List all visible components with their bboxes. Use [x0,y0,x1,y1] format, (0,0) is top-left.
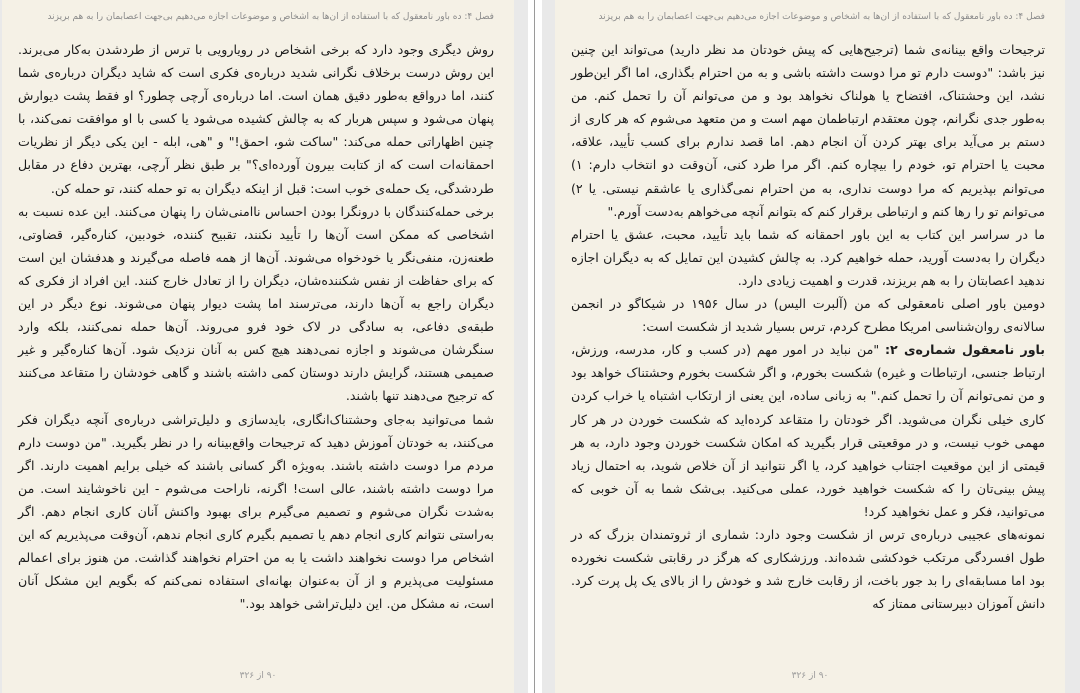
right-page [555,0,1065,693]
page-body [571,38,1045,615]
paragraph: ترجیحات واقع بینانه‌ی شما (ترجیح‌هایی که پیش خودتان مد نظر دارید) می‌تواند این چنین نیز باشد: "دوست دارم تو مرا دوست داشته باشی و به من احترام بگذاری، اما اگر این‌طور نشد، این وحشتناک، افتضاح یا هولناک نخواهد بود و من می‌توانم آن را تحمل کنم. من به‌طور جدی نگرانم، چون معتقدم ارتباطمان مهم است و من متعهد می‌شوم که هر کاری از دستم بر می‌آید برای بهتر کردن آن انجام دهم. اما قصد ندارم برای کسب تأیید، علاقه، محبت یا احترام تو، خودم را بیچاره کنم. اگر مرا طرد کنی، آن‌وقت دو انتخاب دارم: ۱) می‌توانم بپذیریم که مرا دوست نداری، به من احترام نمی‌گذاری یا عاشقم نیستی. یا ۲) می‌توانم تو را رها کنم و ارتباطی برقرار کنم که بتوانم آنچه می‌خواهم به‌دست آورم." [571,42,1045,219]
running-header: فصل ۴: ده باور نامعقول که با استفاده از آن‌ها به اشخاص و موضوعات اجازه می‌دهیم بی‌جهت اعصابمان را به هم بریزند [598,12,1045,22]
page-number: ۹۰ از ۳۲۶ [239,671,277,681]
left-page [2,0,514,693]
page-body [18,38,494,615]
paragraph: دومین باور اصلی نامعقولی که من (آلبرت الیس) در سال ۱۹۵۶ در شیکاگو در انجمن سالانه‌ی روان‌شناسی امریکا مطرح کردم، ترس بسیار شدید از شکست است: [571,296,1045,335]
belief-text: "من نباید در امور مهم (در کسب و کار، مدرسه، ورزش، ارتباط جنسی، ارتباطات و غیره) شکست بخورم، و اگر شکست بخورم وحشتناک خواهد بود و من نمی‌توانم آن را تحمل کنم." به زبانی ساده، این یعنی از ارتکاب اشتباه یا خراب کردن کاری خیلی نگران می‌شوید. اگر خودتان را متقاعد کرده‌اید که شکست خوردن در هر کار مهمی خوب نیست، و در موقعیتی قرار بگیرید که امکان شکست خوردن وجود دارد، به هر قیمتی از این موقعیت اجتناب خواهید کرد، یا اگر نتوانید از آن خلاص شوید، به احتمال زیاد پیش بینی‌تان را که شکست خواهید خورد، عملی می‌کنید. بی‌شک شما به آن خوبی که می‌توانید، فکر و عمل نخواهید کرد! [571,342,1045,519]
paragraph: ما در سراسر این کتاب به این باور احمقانه که شما باید تأیید، محبت، عشق یا احترام دیگران را به‌دست آورید، حمله خواهیم کرد. به چالش کشیدن این تمایل که به دیگران اجازه ندهید اعصابتان را به هم بریزند، قدرت و اهمیت زیادی دارد. [571,226,1045,288]
page-number: ۹۰ از ۳۲۶ [791,671,829,681]
belief-label: باور نامعقول شماره‌ی ۲: [884,342,1045,358]
running-header: فصل ۴: ده باور نامعقول که با استفاده از آن‌ها به اشخاص و موضوعات اجازه می‌دهیم بی‌جهت اعصابمان را به هم بریزند [47,12,494,22]
paragraph: نمونه‌های عجیبی درباره‌ی ترس از شکست وجود دارد: شماری از ثروتمندان بزرگ که در طول افسردگی مرتکب خودکشی شده‌اند. ورزشکاری که هرگز در رقابتی شکست نخورده بود اما مسابقه‌ای را بد جور باخت، از رقابت خارج شد و خودش را از بالای یک پل پرت کرد. دانش آموزان دبیرستانی ممتاز که [571,526,1045,612]
belief-paragraph [571,338,1045,523]
paragraph: برخی حمله‌کنندگان با درونگرا بودن احساس ناامنی‌شان را پنهان می‌کنند. این عده نسبت به اشخاصی که ممکن است آن‌ها را تأیید نکنند، تقبیح کننده، خودبین، کناره‌گیر، قضاوتی، طعنه‌زن، منفی‌نگر یا خودخواه می‌شوند. آن‌ها از همه فاصله می‌گیرند و هدفشان این است که برای حفاظت از نفس شکننده‌شان، دیگران را از تعادل خارج کنند. این افراد از فکری که دیگران راجع به آن‌ها دارند، می‌ترسند اما پشت دیوار پنهان می‌شوند. نوع دیگر در این طبقه‌ی دفاعی، به سادگی در لاک خود فرو می‌روند. آن‌ها حمله نمی‌کنند، بلکه وارد سنگرشان می‌شوند و اجازه نمی‌دهند هیچ کس به آنان نزدیک شود. آن‌ها کناره‌گیر و غیر صمیمی هستند، گرایش دارند دوستان کمی داشته باشند و گاهی خودشان را متقاعد می‌کنند که ترجیح می‌دهند تنها باشند. [18,203,494,404]
page-divider [528,0,542,693]
paragraph: شما می‌توانید به‌جای وحشتناک‌انگاری، بایدسازی و دلیل‌تراشی درباره‌ی آنچه دیگران فکر می‌کنند، به خودتان آموزش دهید که ترجیحات واقع‌بینانه را در نظر بگیرید. "من دوست دارم مردم مرا دوست داشته باشند. به‌ویژه اگر کسانی باشند که خیلی برایم اهمیت دارند. اگر مرا دوست داشته باشند، عالی است! اگرنه، ناراحت می‌شوم - این ناخوشایند است. من به‌شدت نگران می‌شوم و تصمیم می‌گیرم برای بهبود واکنش آنان کاری انجام دهم. اگر به‌راستی نتوانم کاری انجام دهم یا تصمیم بگیرم کاری انجام ندهم، آن‌وقت می‌پذیریم که این اشخاص مرا دوست نخواهند داشت یا به من احترام نخواهند گذاشت. من هنوز برای اعمالم مسئولیت می‌پذیرم و از آن به‌عنوان بهانه‌ای استفاده نمی‌کنم که بگویم این مشکل آنان است، نه مشکل من. این دلیل‌تراشی خواهد بود." [18,411,494,612]
paragraph: روش دیگری وجود دارد که برخی اشخاص در رویارویی با ترس از طردشدن به‌کار می‌برند. این روش درست برخلاف نگرانی شدید درباره‌ی فکری است که شاید دیگران درباره‌ی شما کنند، اما درواقع به‌طور دقیق همان است. اما درباره‌ی آرچی چطور؟ او فقط پشت دیوارش پنهان می‌شود و سپس هربار که به چالش کشیده می‌شود یا کسی با او موافقت نمی‌کند، با چنین اظهاراتی حمله می‌کند: "ساکت شو، احمق!" و "هی، ابله - این یکی دیگر از نظریات احمقانه‌ات است که از کتابت بیرون آورده‌ای؟" بر طبق نظر آرچی، بهترین دفاع در مقابل طردشدگی، یک حمله‌ی خوب است: قبل از اینکه دیگران به تو حمله کنند، تو حمله کن. [18,42,494,196]
